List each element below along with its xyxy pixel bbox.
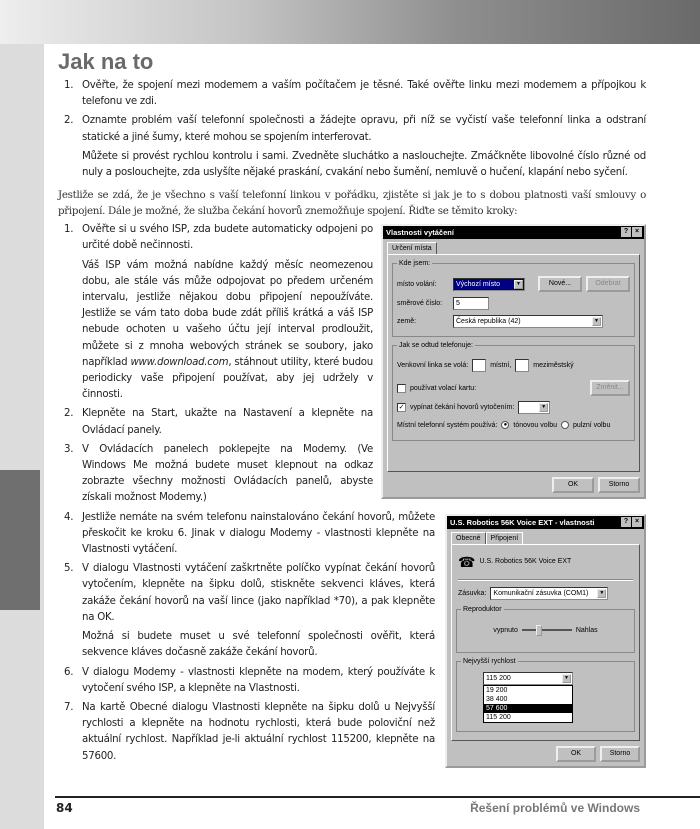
sub-text: Váš ISP vám možná nabídne každý měsíc neomezenou dobu, ale stále vás může odpojovat po předem určeném intervalu, jestliže nějakou dobu připojení nepoužíváte. Jestliže se vám tato doba bude zdát příliš krátká a váš ISP nebude ochoten u vašeho účtu její interval prodloužit, můžete si z mnoha webových stránek se soubory, jako například xyxy=(82,259,373,368)
list-item xyxy=(64,406,646,438)
ok-button[interactable]: OK xyxy=(552,477,594,493)
speed-option[interactable]: 115 200 xyxy=(486,713,511,721)
group-label: Nejvyšší rychlost xyxy=(463,657,516,665)
speaker-off-label: vypnuto xyxy=(493,627,518,635)
page-number: 84 xyxy=(56,801,73,815)
item-number: 7. xyxy=(64,701,74,713)
pulse-label: pulzní volbu xyxy=(572,421,611,429)
change-button[interactable]: Změnit... xyxy=(590,380,630,396)
chevron-down-icon: ▼ xyxy=(592,317,601,326)
chevron-down-icon: ▼ xyxy=(597,589,606,598)
chapter-thumb-tab xyxy=(0,470,40,610)
tone-radio[interactable]: ● xyxy=(501,421,509,429)
close-icon[interactable]: × xyxy=(632,227,642,237)
port-label: Zásuvka: xyxy=(458,590,487,598)
item-text: Ověřte, že spojení mezi modemem a vaším počítačem je těsné. Také ověřte linku mezi modemem a přípojkou k telefonu ve zdi. xyxy=(82,80,646,108)
item-number: 2. xyxy=(64,115,74,127)
chevron-down-icon: ▼ xyxy=(514,280,523,289)
area-code-input[interactable]: 5 xyxy=(453,297,489,310)
dialog-title: U.S. Robotics 56K Voice EXT - vlastnosti xyxy=(450,517,595,527)
item-text: Ověřte si u svého ISP, zda budete automaticky odpojeni po určité době nečinnosti. xyxy=(82,224,373,252)
item-text: V Ovládacích panelech poklepejte na Modemy. (Ve Windows Me možná budete muset klepnout na odkaz zobrazte všechny možnosti Ovládacích panelů, abyste získali možnost Modemy.) xyxy=(82,443,373,504)
item-number: 3. xyxy=(64,443,74,455)
item-number: 2. xyxy=(64,408,74,420)
local-label: místní, xyxy=(490,361,512,369)
speed-option[interactable]: 19 200 xyxy=(486,686,508,694)
list-item xyxy=(64,442,646,507)
location-value: Výchozí místo xyxy=(456,280,500,288)
help-icon[interactable]: ? xyxy=(621,517,631,527)
item-text: Jestliže nemáte na svém telefonu nainstalováno čekání hovorů, můžete přeskočit ke kroku 6. Jinak v dialogu Modemy - vlastnosti klepněte na Vlastnosti vytáčení. xyxy=(82,511,435,556)
item-number: 4. xyxy=(64,511,74,523)
location-label: místo volání: xyxy=(397,280,437,288)
cancel-button[interactable]: Storno xyxy=(600,746,640,762)
section-heading: Jak na to xyxy=(58,49,154,74)
dialog-title: Vlastnosti vytáčení xyxy=(386,228,454,238)
help-icon[interactable]: ? xyxy=(621,227,631,237)
speed-value: 115 200 xyxy=(486,674,511,682)
item-number: 5. xyxy=(64,563,74,575)
list-item xyxy=(64,510,646,559)
list-item xyxy=(64,561,646,626)
country-value: Česká republika (42) xyxy=(456,317,521,325)
new-button[interactable]: Nové... xyxy=(538,276,582,292)
running-footer-title: Řešení problémů ve Windows xyxy=(470,801,640,815)
item-text: Na kartě Obecné dialogu Vlastnosti klepněte na šipku dolů u Nejvyšší rychlosti a klepněte na hodnotu rychlosti, která bude poloviční než aktuální rychlost. Například je-li aktuální rychlost 115200, klepněte na 57600. xyxy=(82,701,435,762)
item-text: Oznamte problém vaší telefonní společnosti a žádejte opravu, při níž se vyčistí vaše telefonní linka a odstraní statické a jiné šumy, které mohou se spojením interferovat. xyxy=(82,115,646,143)
item-subparagraph: Možná si budete muset u své telefonní společnosti ověřit, která sekvence kláves dočasně zakáže čekání hovorů. xyxy=(82,631,435,659)
call-waiting-label: vypínat čekání hovorů vytočením: xyxy=(410,403,515,411)
slider-thumb[interactable] xyxy=(536,625,542,636)
cancel-button[interactable]: Storno xyxy=(598,477,640,493)
ok-button[interactable]: OK xyxy=(556,746,596,762)
list-item xyxy=(64,665,646,697)
item-text: V dialogu Modemy - vlastnosti klepněte na modem, který používáte k vytočení svého ISP, a klepněte na Vlastnosti. xyxy=(82,666,435,694)
list-item xyxy=(64,222,646,403)
item-number: 1. xyxy=(64,224,74,236)
modem-phone-icon: ☎ xyxy=(458,553,476,570)
body-paragraph: Jestliže se zdá, že je všechno s vaší telefonní linkou v pořádku, zjistěte si jak je to s dobou platnosti vaší smlouvy o připojení. Dále je možné, že služba čekání hovorů znemožňuje spojení. Řiďte se těmito kroky: xyxy=(58,189,646,218)
chevron-down-icon: ▼ xyxy=(539,403,548,412)
speaker-loud-label: Nahlas xyxy=(575,627,598,635)
speed-option[interactable]: 38 400 xyxy=(486,695,508,703)
call-waiting-checkbox[interactable]: ✓ xyxy=(398,403,405,411)
list-item xyxy=(64,78,646,110)
download-link[interactable]: www.download.com xyxy=(130,356,229,368)
left-margin-strip xyxy=(0,44,44,829)
item-subparagraph: Můžete si provést rychlou kontrolu i sami. Zvedněte sluchátko a naslouchejte. Zmáčkněte libovolné číslo různé od nuly a poslouchejte, zda uslyšíte nějaké praskání, cvakání nebo šumění, nemluvě o hučení, klapání nebo syčení. xyxy=(82,150,646,179)
tone-label: tónovou volbu xyxy=(513,421,557,429)
item-text: Klepněte na Start, ukažte na Nastavení a klepněte na Ovládací panely. xyxy=(82,408,373,436)
header-gradient-bar xyxy=(0,0,700,44)
list-item xyxy=(64,113,646,145)
group-label: Jak se odtud telefonuje: xyxy=(399,342,473,350)
outside-line-label: Venkovní linka se volá: xyxy=(397,361,469,369)
area-code-label: směrové číslo: xyxy=(397,299,443,307)
dial-type-label: Místní telefonní systém používá: xyxy=(397,421,498,429)
item-number: 6. xyxy=(64,666,74,678)
long-distance-label: meziměstský xyxy=(533,361,574,369)
item-text: V dialogu Vlastnosti vytáčení zaškrtněte políčko vypínat čekání hovorů vytočením, klepněte na šipku dolů, stiskněte sekvenci kláves, která zakáže čekání hovorů na vaší lince (jako například *70), a pak klepněte na OK. xyxy=(82,563,435,623)
item-number: 1. xyxy=(64,80,74,91)
sub-text: , stáhnout utility, které budou periodicky vaše připojení používat, aby jej udržely v činnosti. xyxy=(82,356,373,401)
modem-name: U.S. Robotics 56K Voice EXT xyxy=(479,558,572,566)
page-content xyxy=(58,48,646,796)
remove-button[interactable]: Odebrat xyxy=(586,276,630,292)
tab-general[interactable]: Obecné xyxy=(451,532,486,544)
list-item xyxy=(64,700,646,765)
country-label: země: xyxy=(397,317,417,325)
group-label: Reproduktor xyxy=(463,605,502,613)
port-value: Komunikační zásuvka (COM1) xyxy=(493,590,589,598)
tab-location[interactable]: Určení místa xyxy=(387,242,437,254)
calling-card-label: používat volací kartu: xyxy=(410,384,477,392)
footer xyxy=(55,796,700,829)
volume-slider[interactable] xyxy=(522,625,572,636)
steps-list-narrow xyxy=(58,222,646,506)
chevron-down-icon: ▼ xyxy=(562,674,571,683)
group-label: Kde jsem: xyxy=(399,260,431,268)
item-subparagraph xyxy=(82,258,646,404)
speed-option[interactable]: 57 600 xyxy=(484,704,572,713)
tab-connection[interactable]: Připojení xyxy=(486,532,524,544)
intro-list xyxy=(58,78,646,181)
close-icon[interactable]: × xyxy=(632,517,642,527)
